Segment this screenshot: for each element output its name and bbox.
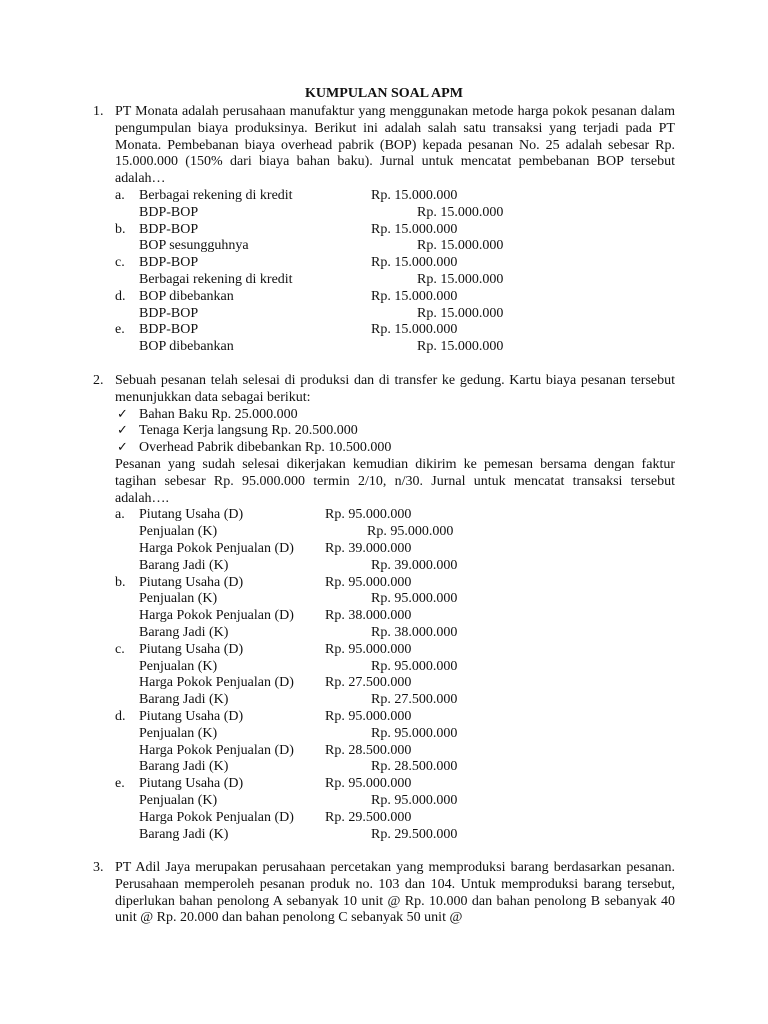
answer-option-a	[115, 507, 675, 574]
credit-account: BDP-BOP	[139, 204, 199, 220]
debit-amount: Rp. 15.000.000	[371, 288, 458, 304]
option-letter: a.	[115, 187, 125, 203]
credit-amount: Rp. 38.000.000	[371, 624, 458, 640]
option-letter: c.	[115, 255, 125, 271]
check-mark-icon: ✓	[117, 440, 128, 456]
debit-amount: Rp. 95.000.000	[325, 641, 412, 657]
debit-amount: Rp. 28.500.000	[325, 742, 412, 758]
debit-amount: Rp. 39.000.000	[325, 540, 412, 556]
check-mark-icon: ✓	[117, 406, 128, 422]
document-title: KUMPULAN SOAL APM	[305, 86, 463, 101]
journal-account: Penjualan (K)	[139, 725, 218, 741]
question-number: 3.	[93, 860, 104, 875]
credit-amount: Rp. 95.000.000	[371, 725, 458, 741]
answer-option-e	[115, 776, 675, 843]
credit-amount: Rp. 29.500.000	[371, 826, 458, 842]
journal-account: Piutang Usaha (D)	[139, 574, 244, 590]
debit-amount: Rp. 95.000.000	[325, 507, 412, 523]
debit-amount: Rp. 38.000.000	[325, 608, 412, 624]
answer-option-a	[115, 188, 675, 222]
credit-account: BOP dibebankan	[139, 339, 234, 355]
credit-account: BOP sesungguhnya	[139, 238, 249, 254]
debit-amount: Rp. 95.000.000	[325, 776, 412, 792]
credit-account: BDP-BOP	[139, 305, 199, 321]
journal-account: Piutang Usaha (D)	[139, 776, 244, 792]
credit-amount: Rp. 27.500.000	[371, 692, 458, 708]
answer-option-b	[115, 575, 675, 642]
option-letter: d.	[115, 708, 126, 724]
debit-amount: Rp. 29.500.000	[325, 809, 412, 825]
checklist-item: ✓ Tenaga Kerja langsung Rp. 20.500.000	[117, 423, 358, 439]
answer-option-d	[115, 289, 675, 323]
journal-account: Piutang Usaha (D)	[139, 641, 244, 657]
question-number: 2.	[93, 373, 104, 388]
credit-amount: Rp. 39.000.000	[371, 557, 458, 573]
data-checklist	[115, 407, 675, 457]
debit-account: BDP-BOP	[139, 221, 199, 237]
journal-account: Barang Jadi (K)	[139, 759, 229, 775]
credit-amount: Rp. 95.000.000	[371, 658, 458, 674]
credit-amount: Rp. 15.000.000	[417, 339, 504, 355]
journal-account: Harga Pokok Penjualan (D)	[139, 742, 294, 758]
journal-account: Penjualan (K)	[139, 658, 218, 674]
answer-option-d	[115, 709, 675, 776]
journal-account: Penjualan (K)	[139, 792, 218, 808]
debit-account: BOP dibebankan	[139, 288, 234, 304]
option-letter: c.	[115, 641, 125, 657]
credit-account: Berbagai rekening di kredit	[139, 271, 293, 287]
journal-account: Barang Jadi (K)	[139, 557, 229, 573]
option-letter: b.	[115, 574, 126, 590]
journal-account: Harga Pokok Penjualan (D)	[139, 608, 294, 624]
debit-amount: Rp. 95.000.000	[325, 708, 412, 724]
answer-options	[115, 507, 675, 843]
debit-account: Berbagai rekening di kredit	[139, 187, 293, 203]
credit-amount: Rp. 95.000.000	[371, 792, 458, 808]
journal-account: Harga Pokok Penjualan (D)	[139, 809, 294, 825]
question-text: PT Monata adalah perusahaan manufaktur yang menggunakan metode harga pokok pesanan dalam pengumpulan biaya produksinya. Berikut ini adalah salah satu transaksi yang terjadi pada PT Monata. Pembebanan biaya overhead pabrik (BOP) kepada pesanan No. 25 adalah sebesar Rp. 15.000.000 (150% dari biaya bahan baku). Jurnal untuk mencatat pembebanan BOP tersebut adalah…	[115, 104, 675, 187]
journal-account: Harga Pokok Penjualan (D)	[139, 540, 294, 556]
question-1	[93, 104, 675, 356]
question-text: Pesanan yang sudah selesai dikerjakan kemudian dikirim ke pemesan bersama dengan faktur tagihan sebesar Rp. 95.000.000 termin 2/10, n/30. Jurnal untuk mencatat transaksi tersebut adalah….	[115, 456, 675, 506]
answer-options	[115, 188, 675, 356]
debit-amount: Rp. 27.500.000	[325, 675, 412, 691]
debit-account: BDP-BOP	[139, 255, 199, 271]
credit-amount: Rp. 15.000.000	[417, 238, 504, 254]
option-letter: e.	[115, 322, 125, 338]
credit-amount: Rp. 95.000.000	[367, 524, 454, 540]
journal-account: Barang Jadi (K)	[139, 692, 229, 708]
question-number: 1.	[93, 104, 104, 119]
debit-account: BDP-BOP	[139, 322, 199, 338]
question-2	[93, 373, 675, 843]
journal-account: Penjualan (K)	[139, 524, 218, 540]
debit-amount: Rp. 15.000.000	[371, 187, 458, 203]
credit-amount: Rp. 28.500.000	[371, 759, 458, 775]
journal-account: Piutang Usaha (D)	[139, 507, 244, 523]
option-letter: d.	[115, 288, 126, 304]
question-intro: Sebuah pesanan telah selesai di produksi dan di transfer ke gedung. Kartu biaya pesanan tersebut menunjukkan data sebagai berikut:	[115, 373, 675, 405]
credit-amount: Rp. 15.000.000	[417, 271, 504, 287]
option-letter: a.	[115, 507, 125, 523]
journal-account: Penjualan (K)	[139, 591, 218, 607]
check-mark-icon: ✓	[117, 423, 128, 439]
debit-amount: Rp. 95.000.000	[325, 574, 412, 590]
answer-option-e	[115, 322, 675, 356]
debit-amount: Rp. 15.000.000	[371, 221, 458, 237]
checklist-item: ✓ Overhead Pabrik dibebankan Rp. 10.500.000	[117, 440, 392, 456]
answer-option-c	[115, 642, 675, 709]
question-text: PT Adil Jaya merupakan perusahaan percetakan yang memproduksi barang berdasarkan pesanan. Perusahaan memperoleh pesanan produk no. 103 dan 104. Untuk memproduksi barang tersebut, diperlukan bahan penolong A sebanyak 10 unit @ Rp. 10.000 dan bahan penolong B sebanyak 40 unit @ Rp. 20.000 dan bahan penolong C sebanyak 50 unit @	[115, 860, 675, 926]
journal-account: Barang Jadi (K)	[139, 624, 229, 640]
option-letter: b.	[115, 221, 126, 237]
debit-amount: Rp. 15.000.000	[371, 322, 458, 338]
question-3	[93, 860, 675, 927]
credit-amount: Rp. 95.000.000	[371, 591, 458, 607]
journal-account: Barang Jadi (K)	[139, 826, 229, 842]
debit-amount: Rp. 15.000.000	[371, 255, 458, 271]
credit-amount: Rp. 15.000.000	[417, 305, 504, 321]
checklist-item: ✓ Bahan Baku Rp. 25.000.000	[117, 406, 298, 422]
option-letter: e.	[115, 776, 125, 792]
journal-account: Harga Pokok Penjualan (D)	[139, 675, 294, 691]
credit-amount: Rp. 15.000.000	[417, 204, 504, 220]
answer-option-b	[115, 222, 675, 256]
answer-option-c	[115, 255, 675, 289]
journal-account: Piutang Usaha (D)	[139, 708, 244, 724]
